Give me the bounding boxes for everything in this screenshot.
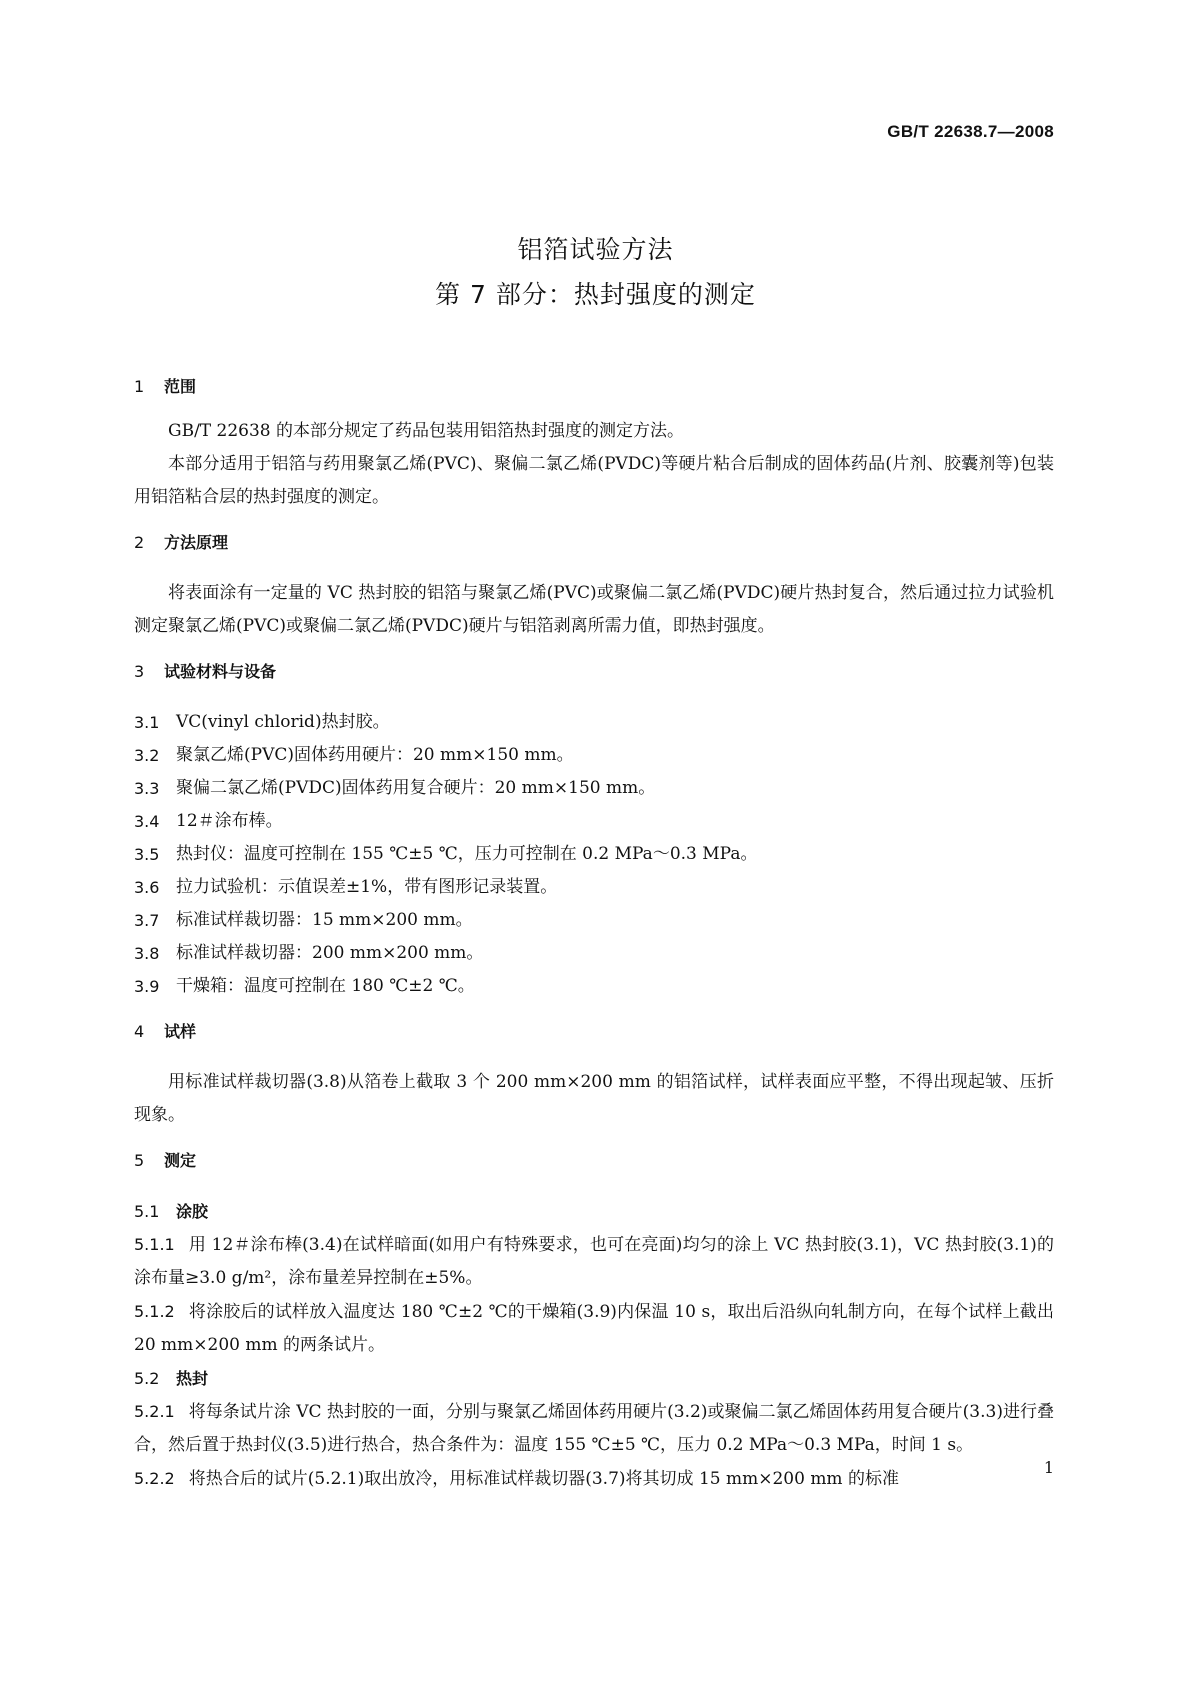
paragraph-5-2-2: 5.2.2 将热合后的试片(5.2.1)取出放冷，用标准试样裁切器(3.7)将其切成 15 mm×200 mm 的标准: [134, 1469, 899, 1489]
section-heading-5: 5 测定: [134, 1151, 197, 1170]
page-number: 1: [1043, 1458, 1054, 1477]
paragraph-5-2-1: 5.2.1 将每条试片涂 VC 热封胶的一面，分别与聚氯乙烯固体药用硬片(3.2)或聚偏二氯乙烯固体药用复合硬片(3.3)进行叠合，然后置于热封仪(3.5)进行热合，热合条件为：温度 155 ℃±5 ℃，压力 0.2 MPa～0.3 MPa，时间 1 s。: [134, 1402, 1054, 1455]
section-heading-4: 4 试样: [134, 1022, 197, 1041]
list-item: 3.5 热封仪：温度可控制在 155 ℃±5 ℃，压力可控制在 0.2 MPa～0.3 MPa。: [134, 844, 758, 864]
list-item: 3.3 聚偏二氯乙烯(PVDC)固体药用复合硬片：20 mm×150 mm。: [134, 778, 656, 798]
subsection-heading-5-1: 5.1 涂胶: [134, 1202, 209, 1221]
section-heading-2: 2 方法原理: [134, 533, 229, 552]
list-item: 3.8 标准试样裁切器：200 mm×200 mm。: [134, 943, 484, 963]
list-item: 3.1 VC(vinyl chlorid)热封胶。: [134, 712, 390, 732]
section-heading-1: 1 范围: [134, 377, 197, 396]
standard-number: GB/T 22638.7—2008: [887, 122, 1054, 141]
paragraph: 用标准试样裁切器(3.8)从箔卷上截取 3 个 200 mm×200 mm 的铝箔试样，试样表面应平整，不得出现起皱、压折现象。: [134, 1072, 1054, 1125]
subsection-heading-5-2: 5.2 热封: [134, 1369, 209, 1388]
document-body: [134, 370, 1054, 1496]
paragraph-5-1-1: 5.1.1 用 12＃涂布棒(3.4)在试样暗面(如用户有特殊要求，也可在亮面)均匀的涂上 VC 热封胶(3.1)，VC 热封胶(3.1)的涂布量≥3.0 g/m²，涂布量差异控制在±5%。: [134, 1235, 1054, 1288]
title-line-1: 铝箔试验方法: [517, 235, 674, 264]
list-item: 3.9 干燥箱：温度可控制在 180 ℃±2 ℃。: [134, 976, 475, 996]
paragraph: 本部分适用于铝箔与药用聚氯乙烯(PVC)、聚偏二氯乙烯(PVDC)等硬片粘合后制成的固体药品(片剂、胶囊剂等)包装用铝箔粘合层的热封强度的测定。: [134, 454, 1054, 507]
title-line-2: 第 7 部分：热封强度的测定: [435, 280, 756, 309]
section-heading-3: 3 试验材料与设备: [134, 662, 277, 681]
paragraph: 将表面涂有一定量的 VC 热封胶的铝箔与聚氯乙烯(PVC)或聚偏二氯乙烯(PVDC)硬片热封复合，然后通过拉力试验机测定聚氯乙烯(PVC)或聚偏二氯乙烯(PVDC)硬片与铝箔剥离所需力值，即热封强度。: [134, 583, 1054, 636]
list-item: 3.2 聚氯乙烯(PVC)固体药用硬片：20 mm×150 mm。: [134, 745, 574, 765]
list-item: 3.6 拉力试验机：示值误差±1%，带有图形记录装置。: [134, 877, 558, 897]
list-item: 3.4 12＃涂布棒。: [134, 811, 283, 831]
paragraph-5-1-2: 5.1.2 将涂胶后的试样放入温度达 180 ℃±2 ℃的干燥箱(3.9)内保温 10 s，取出后沿纵向轧制方向，在每个试样上截出 20 mm×200 mm 的两条试片。: [134, 1302, 1054, 1355]
paragraph: GB/T 22638 的本部分规定了药品包装用铝箔热封强度的测定方法。: [168, 421, 685, 441]
list-item: 3.7 标准试样裁切器：15 mm×200 mm。: [134, 910, 473, 930]
